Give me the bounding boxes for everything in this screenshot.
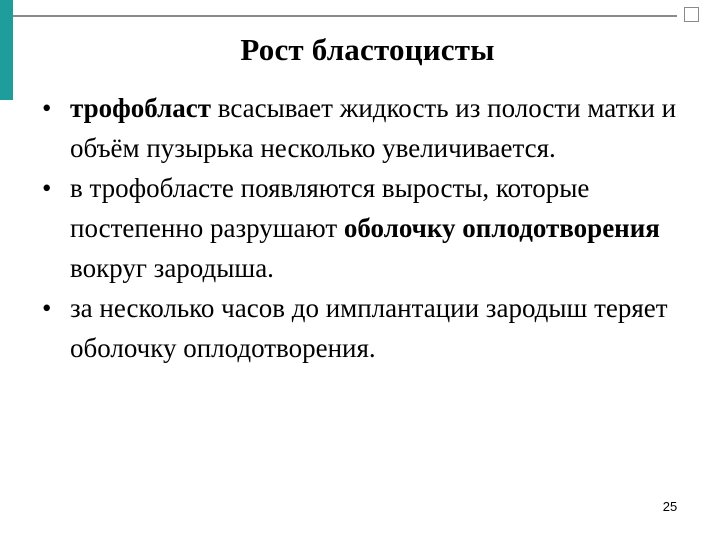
bullet-item-2 xyxy=(42,168,692,288)
bullet-list xyxy=(42,88,692,368)
bullet-text: за несколько часов до имплантации зародыш теряет оболочку оплодотворения. xyxy=(70,293,668,363)
bullet-item-3 xyxy=(42,288,692,368)
bullet-item-1 xyxy=(42,88,692,168)
bullet-mark: • xyxy=(42,293,52,323)
bullet-mark: • xyxy=(42,173,52,203)
bullet-text-bold: оболочку оплодотворения xyxy=(343,213,660,243)
top-rule xyxy=(13,15,677,17)
corner-square-decoration xyxy=(684,7,699,22)
page-number: 25 xyxy=(662,499,678,514)
bullet-text: всасывает жидкость из полости матки и объём пузырька несколько увеличивается. xyxy=(70,93,677,163)
bullet-text: вокруг зародыша. xyxy=(70,253,274,283)
slide-title: Рост бластоцисты xyxy=(240,32,495,67)
bullet-text: в трофобласте появляются выросты, которые постепенно разрушают xyxy=(70,173,590,243)
bullet-text-bold: трофобласт xyxy=(70,93,212,123)
bullet-mark: • xyxy=(42,93,52,123)
